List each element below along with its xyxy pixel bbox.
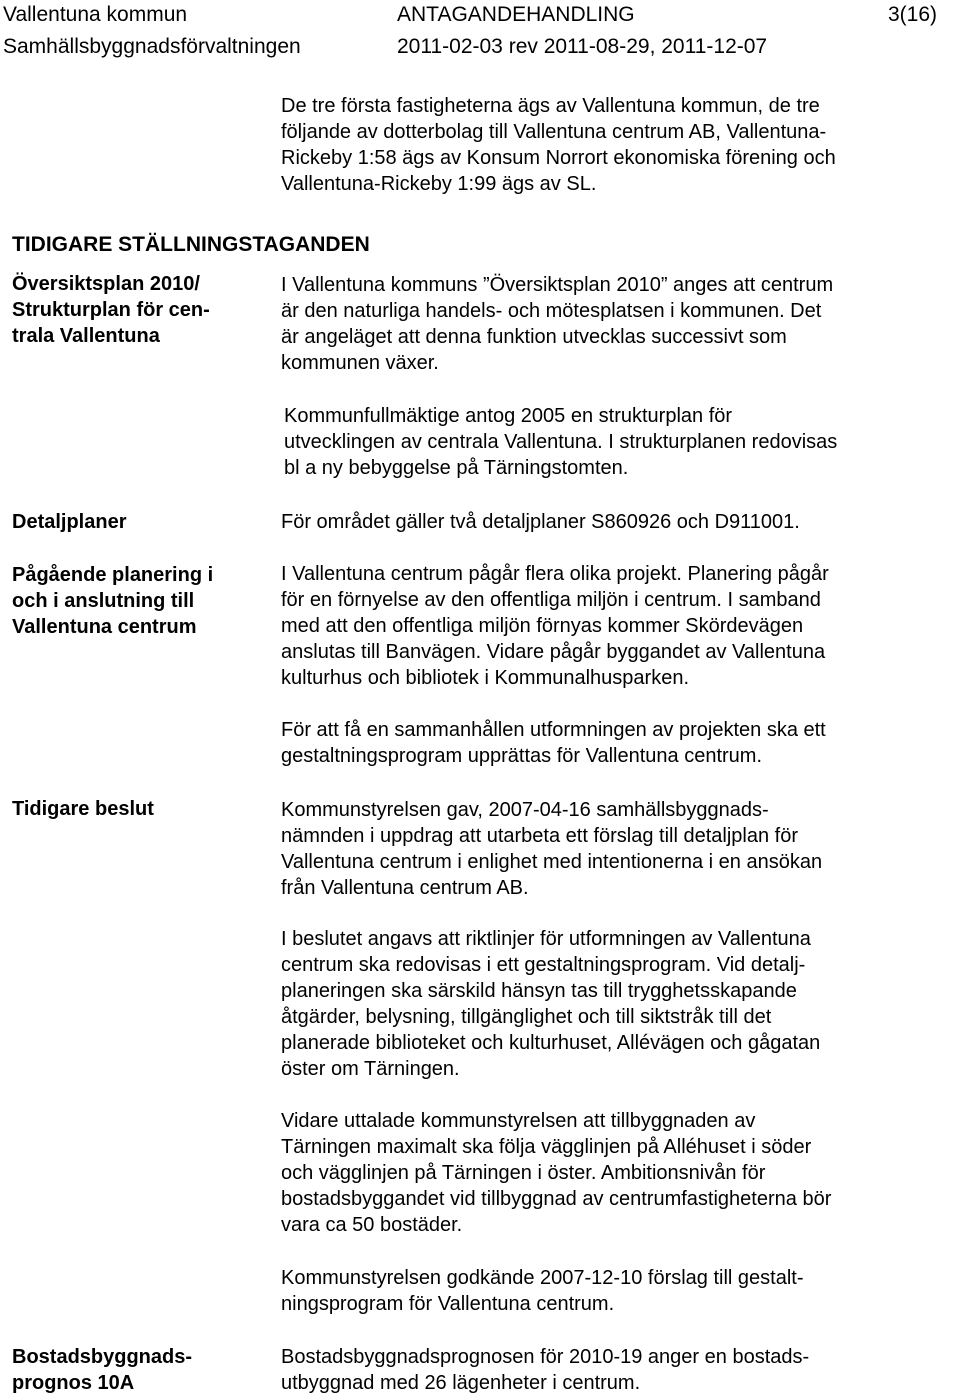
heading-line: Strukturplan för cen-	[12, 299, 210, 321]
sidebar-heading-bostadsbyggnadsprognos	[12, 1344, 192, 1396]
text-line: Vallentuna-Rickeby 1:99 ägs av SL.	[281, 173, 597, 195]
heading-line: och i anslutning till	[12, 590, 195, 612]
heading-line: Tidigare beslut	[12, 798, 154, 820]
paragraph-oversiktsplan	[281, 272, 833, 376]
text-line: För att få en sammanhållen utformningen av projekten ska ett	[281, 719, 826, 741]
text-line: utbyggnad med 26 lägenheter i centrum.	[281, 1372, 641, 1394]
header-org: Vallentuna kommun	[3, 3, 188, 26]
text-line: åtgärder, belysning, tillgänglighet och till siktstråk till det	[281, 1006, 772, 1028]
paragraph-godkande	[281, 1265, 804, 1317]
text-line: bostadsbyggandet vid tillbyggnad av centrumfastigheterna bör	[281, 1188, 832, 1210]
sidebar-heading-detaljplaner	[12, 509, 126, 535]
paragraph-strukturplan	[284, 403, 837, 481]
heading-line: prognos 10A	[12, 1372, 135, 1394]
text-line: för en förnyelse av den offentliga miljön i centrum. I samband	[281, 589, 821, 611]
text-line: I Vallentuna kommuns ”Översiktsplan 2010” anges att centrum	[281, 274, 834, 296]
text-line: Bostadsbyggnadsprognosen för 2010-19 anger en bostads-	[281, 1346, 810, 1368]
heading-line: Detaljplaner	[12, 511, 127, 533]
paragraph-tidigare-beslut	[281, 797, 822, 901]
text-line: nämnden i uppdrag att utarbeta ett förslag till detaljplan för	[281, 825, 798, 847]
section-heading: TIDIGARE STÄLLNINGSTAGANDEN	[12, 233, 370, 256]
text-line: I Vallentuna centrum pågår flera olika projekt. Planering pågår	[281, 563, 829, 585]
heading-line: trala Vallentuna	[12, 325, 160, 347]
intro-paragraph	[281, 93, 836, 197]
text-line: anslutas till Banvägen. Vidare pågår byggandet av Vallentuna	[281, 641, 826, 663]
header-dept: Samhällsbyggnadsförvaltningen	[3, 35, 301, 58]
text-line: kulturhus och bibliotek i Kommunalhusparken.	[281, 667, 689, 689]
text-line: bl a ny bebyggelse på Tärningstomten.	[284, 457, 629, 479]
text-line: gestaltningsprogram upprättas för Vallentuna centrum.	[281, 745, 763, 767]
text-line: följande av dotterbolag till Vallentuna centrum AB, Vallentuna-	[281, 121, 827, 143]
text-line: centrum ska redovisas i ett gestaltningsprogram. Vid detalj-	[281, 954, 806, 976]
text-line: Kommunstyrelsen gav, 2007-04-16 samhällsbyggnads-	[281, 799, 769, 821]
text-line: är den naturliga handels- och mötesplatsen i kommunen. Det	[281, 300, 822, 322]
heading-line: Pågående planering i	[12, 564, 214, 586]
text-line: planerade biblioteket och kulturhuset, Allévägen och gågatan	[281, 1032, 821, 1054]
text-line: utvecklingen av centrala Vallentuna. I strukturplanen redovisas	[284, 431, 838, 453]
sidebar-heading-oversiktsplan	[12, 271, 210, 349]
header-dates: 2011-02-03 rev 2011-08-29, 2011-12-07	[397, 35, 768, 58]
heading-line: Översiktsplan 2010/	[12, 273, 200, 295]
text-line: kommunen växer.	[281, 352, 439, 374]
text-line: Kommunfullmäktige antog 2005 en strukturplan för	[284, 405, 733, 427]
paragraph-gestaltningsprogram	[281, 717, 826, 769]
paragraph-bostadsbyggnadsprognos	[281, 1344, 809, 1396]
text-line: med att den offentliga miljön förnyas kommer Skördevägen	[281, 615, 804, 637]
heading-line: Vallentuna centrum	[12, 616, 197, 638]
text-line: För området gäller två detaljplaner S860926 och D911001.	[281, 511, 800, 533]
text-line: Rickeby 1:58 ägs av Konsum Norrort ekonomiska förening och	[281, 147, 836, 169]
text-line: från Vallentuna centrum AB.	[281, 877, 529, 899]
text-line: Vidare uttalade kommunstyrelsen att tillbyggnaden av	[281, 1110, 756, 1132]
text-line: och vägglinjen på Tärningen i öster. Ambitionsnivån för	[281, 1162, 766, 1184]
text-line: I beslutet angavs att riktlinjer för utformningen av Vallentuna	[281, 928, 811, 950]
paragraph-tillbyggnad	[281, 1108, 831, 1238]
header-doc-type: ANTAGANDEHANDLING	[397, 3, 635, 26]
paragraph-pagaende	[281, 561, 829, 691]
text-line: Tärningen maximalt ska följa vägglinjen på Alléhuset i söder	[281, 1136, 812, 1158]
text-line: Vallentuna centrum i enlighet med intentionerna i en ansökan	[281, 851, 823, 873]
text-line: öster om Tärningen.	[281, 1058, 460, 1080]
paragraph-riktlinjer	[281, 926, 820, 1082]
sidebar-heading-tidigare-beslut	[12, 796, 154, 822]
text-line: De tre första fastigheterna ägs av Vallentuna kommun, de tre	[281, 95, 820, 117]
sidebar-heading-pagaende	[12, 562, 213, 640]
text-line: är angeläget att denna funktion utvecklas successivt som	[281, 326, 787, 348]
paragraph-detaljplaner	[281, 509, 800, 535]
heading-line: Bostadsbyggnads-	[12, 1346, 193, 1368]
text-line: Kommunstyrelsen godkände 2007-12-10 förslag till gestalt-	[281, 1267, 804, 1289]
text-line: planeringen ska särskild hänsyn tas till trygghetsskapande	[281, 980, 797, 1002]
header-page-number: 3(16)	[888, 3, 938, 26]
text-line: ningsprogram för Vallentuna centrum.	[281, 1293, 615, 1315]
text-line: vara ca 50 bostäder.	[281, 1214, 463, 1236]
